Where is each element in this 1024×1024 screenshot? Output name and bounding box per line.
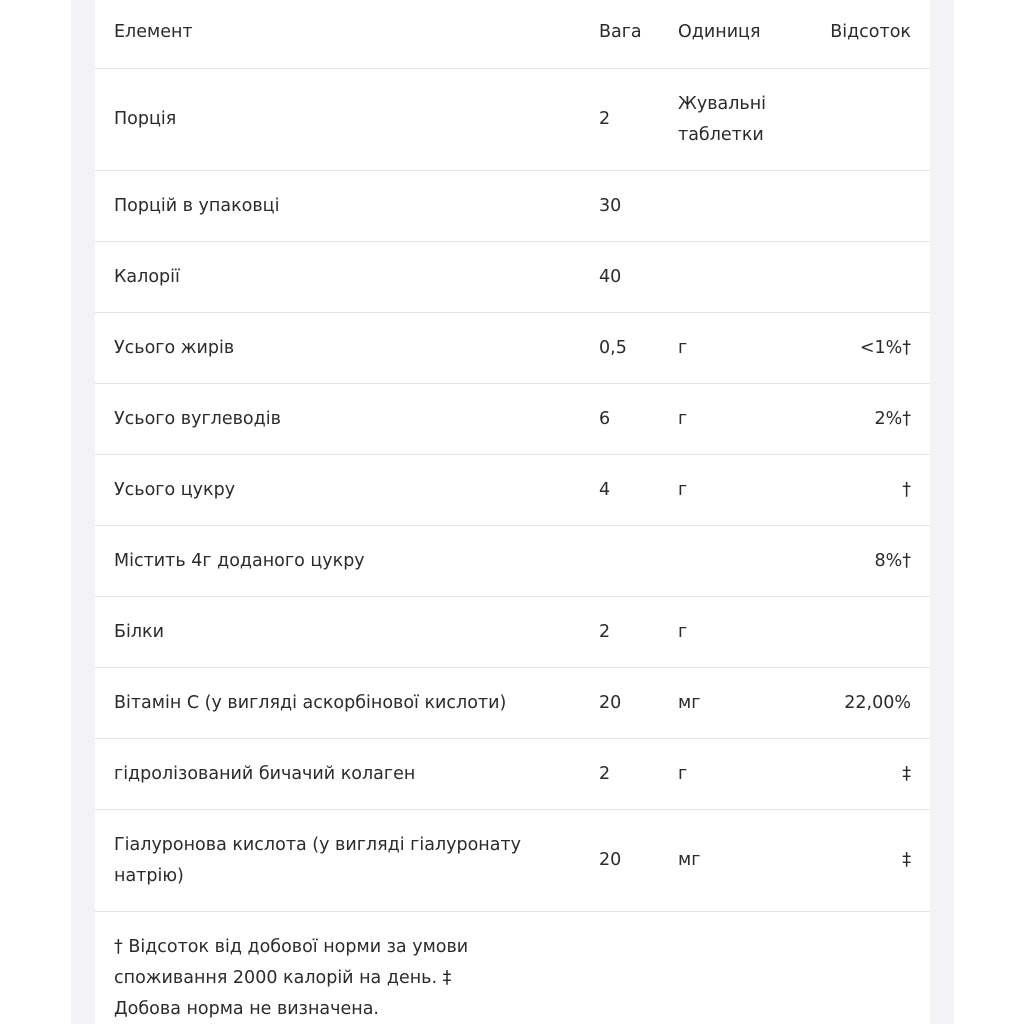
nutrition-table [95, 0, 930, 1024]
row-name: Калорії [114, 266, 180, 287]
row-name: Порція [114, 109, 177, 129]
table-row [95, 810, 930, 912]
row-unit: Жувальні таблетки [678, 93, 767, 145]
table-row [95, 526, 930, 597]
header-weight: Вага [599, 21, 642, 42]
row-unit: мг [678, 692, 701, 713]
row-weight: 40 [599, 266, 622, 287]
header-name: Елемент [114, 21, 193, 42]
row-name: Усього жирів [114, 337, 235, 358]
table-row [95, 668, 930, 739]
header-unit: Одиниця [678, 21, 761, 42]
row-weight: 30 [599, 195, 622, 216]
row-percent: 2%† [874, 408, 911, 429]
row-name: Усього цукру [114, 479, 236, 500]
row-unit: мг [678, 850, 701, 870]
row-name: Містить 4г доданого цукру [114, 550, 365, 571]
header-percent: Відсоток [830, 21, 911, 42]
table-row [95, 69, 930, 171]
row-percent: ‡ [902, 850, 911, 870]
row-percent: † [902, 479, 911, 500]
row-unit: г [678, 408, 688, 429]
row-weight: 20 [599, 692, 622, 713]
row-weight [599, 526, 669, 596]
table-row [95, 455, 930, 526]
table-row [95, 597, 930, 668]
row-percent [771, 171, 911, 241]
row-percent: 22,00% [844, 692, 911, 713]
row-percent: ‡ [902, 763, 911, 784]
row-percent [771, 69, 911, 170]
row-name: Гіалуронова кислота (у вигляді гіалуронату натрію) [114, 834, 522, 886]
row-name: Усього вуглеводів [114, 408, 281, 429]
table-row [95, 242, 930, 313]
row-unit: г [678, 479, 688, 500]
table-row [95, 171, 930, 242]
row-weight: 4 [599, 479, 611, 500]
row-percent [771, 242, 911, 312]
table-row [95, 313, 930, 384]
row-weight: 2 [599, 621, 611, 642]
row-percent [771, 597, 911, 667]
row-weight: 2 [599, 763, 611, 784]
row-unit: г [678, 337, 688, 358]
footnote: † Відсоток від добової норми за умови споживання 2000 калорій на день. ‡ Добова норма не визначена. [114, 937, 469, 1019]
row-weight: 6 [599, 408, 611, 429]
row-weight: 2 [599, 109, 611, 129]
row-name: Білки [114, 621, 164, 642]
row-name: Порцій в упаковці [114, 195, 280, 216]
row-percent: <1%† [859, 337, 911, 358]
table-header-row [95, 0, 930, 69]
table-row [95, 384, 930, 455]
row-name: Вітамін C (у вигляді аскорбінової кислоти) [114, 692, 507, 713]
row-name: гідролізований бичачий колаген [114, 763, 416, 784]
row-weight: 20 [599, 850, 622, 870]
table-row [95, 739, 930, 810]
row-unit: г [678, 763, 688, 784]
row-percent: 8%† [874, 550, 911, 571]
row-weight: 0,5 [599, 337, 627, 358]
row-unit: г [678, 621, 688, 642]
